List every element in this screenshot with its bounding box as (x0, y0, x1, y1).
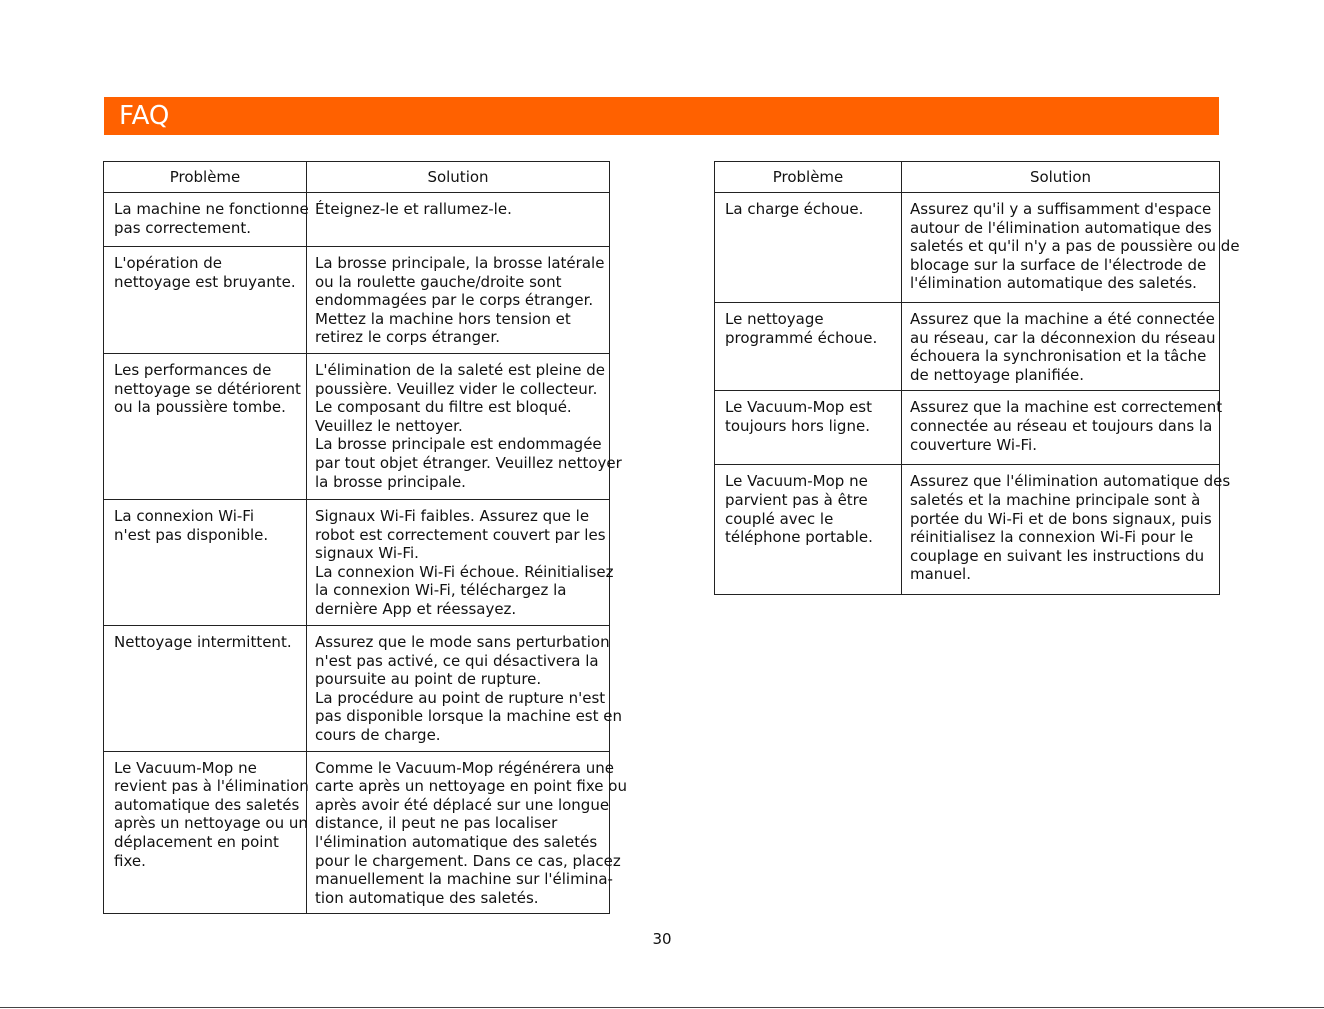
solution-cell (902, 465, 1231, 595)
page-title: FAQ (119, 101, 170, 131)
table-row (715, 193, 1220, 303)
faq-table-right (714, 161, 1240, 595)
cell-text-line: signaux Wi-Fi. (315, 544, 419, 563)
problem-cell (104, 625, 307, 751)
table-row (104, 247, 610, 354)
cell-text-line: Mettez la machine hors tension et (315, 309, 571, 328)
cell-text-line: carte après un nettoyage en point fixe ou (315, 777, 627, 796)
problem-cell (715, 465, 902, 595)
cell-text-line: La connexion Wi-Fi (114, 506, 255, 525)
solution-cell (307, 499, 614, 625)
cell-text-line: déplacement en point (114, 832, 279, 851)
cell-text-line: couplage en suivant les instructions du (910, 546, 1205, 565)
table-row (104, 353, 610, 499)
cell-text-line: parvient pas à être (725, 490, 868, 509)
cell-text-line: ou la poussière tombe. (114, 398, 286, 417)
table-header-row (104, 162, 610, 193)
cell-text-line: l'élimination automatique des saletés. (910, 274, 1197, 293)
solution-cell (307, 353, 622, 499)
cell-text-line: réinitialisez la connexion Wi-Fi pour le (910, 528, 1194, 547)
problem-cell (104, 193, 307, 247)
cell-text-line: cours de charge. (315, 725, 441, 744)
table-row (715, 391, 1220, 465)
cell-text-line: distance, il peut ne pas localiser (315, 814, 558, 833)
cell-text-line: après un nettoyage ou un (114, 814, 308, 833)
cell-text-line: Signaux Wi-Fi faibles. Assurez que le (315, 506, 590, 525)
cell-text-line: Les performances de (114, 360, 272, 379)
cell-text-line: nettoyage se détériorent (114, 379, 301, 398)
cell-text-line: Assurez que l'élimination automatique des (910, 472, 1231, 491)
cell-text-line: fixe. (114, 851, 146, 870)
cell-text-line: pour le chargement. Dans ce cas, placez (315, 851, 621, 870)
cell-text-line: l'élimination automatique des saletés (315, 832, 598, 851)
solution-cell (902, 391, 1223, 465)
cell-text-line: manuellement la machine sur l'élimina- (315, 870, 613, 889)
cell-text-line: Le Vacuum-Mop est (725, 398, 872, 417)
cell-text-line: La procédure au point de rupture n'est (315, 688, 606, 707)
table-row (104, 751, 610, 914)
problem-cell (104, 247, 307, 354)
cell-text-line: ou la roulette gauche/droite sont (315, 272, 562, 291)
cell-text-line: Le composant du filtre est bloqué. (315, 398, 572, 417)
column-header-solution: Solution (307, 162, 610, 193)
faq-header-banner (104, 97, 1219, 135)
column-header-problem: Problème (104, 162, 307, 193)
table-header-row (715, 162, 1220, 193)
cell-text-line: La machine ne fonctionne (114, 200, 309, 218)
cell-text-line: Veuillez le nettoyer. (315, 416, 463, 435)
solution-cell (902, 193, 1240, 303)
cell-text-line: poursuite au point de rupture. (315, 670, 542, 689)
cell-text-line: au réseau, car la déconnexion du réseau (910, 328, 1216, 347)
problem-cell (104, 751, 307, 914)
solution-cell (902, 303, 1220, 391)
solution-cell (307, 247, 610, 354)
cell-text-line: manuel. (910, 565, 971, 584)
problem-cell (715, 391, 902, 465)
solution-cell (307, 625, 622, 751)
column-header-solution: Solution (902, 162, 1220, 193)
cell-text-line: Le Vacuum-Mop ne (725, 472, 868, 491)
cell-text-line: tion automatique des saletés. (315, 888, 539, 907)
page-bottom-divider (0, 1007, 1324, 1008)
cell-text-line: la brosse principale. (315, 472, 466, 491)
cell-text-line: Assurez que le mode sans perturbation (315, 632, 610, 651)
table-row (104, 193, 610, 247)
page-number: 30 (652, 930, 672, 948)
cell-text-line: couplé avec le (725, 509, 834, 528)
cell-text-line: La brosse principale, la brosse latérale (315, 254, 605, 272)
problem-cell (715, 193, 902, 303)
cell-text-line: de nettoyage planifiée. (910, 365, 1085, 384)
table-row (104, 625, 610, 751)
cell-text-line: échouera la synchronisation et la tâche (910, 347, 1207, 366)
cell-text-line: couverture Wi-Fi. (910, 435, 1037, 454)
cell-text-line: portée du Wi-Fi et de bons signaux, puis (910, 509, 1212, 528)
cell-text-line: n'est pas disponible. (114, 525, 269, 544)
cell-text-line: nettoyage est bruyante. (114, 272, 296, 291)
cell-text-line: pas disponible lorsque la machine est en (315, 707, 622, 726)
problem-cell (104, 499, 307, 625)
table-row (715, 465, 1220, 595)
cell-text-line: automatique des saletés (114, 795, 300, 814)
problem-cell (715, 303, 902, 391)
cell-text-line: saletés et qu'il n'y a pas de poussière ou de (910, 237, 1240, 256)
cell-text-line: Assurez qu'il y a suffisamment d'espace (910, 200, 1212, 218)
cell-text-line: saletés et la machine principale sont à (910, 490, 1201, 509)
cell-text-line: L'opération de (114, 254, 223, 272)
cell-text-line: La charge échoue. (725, 200, 864, 218)
cell-text-line: poussière. Veuillez vider le collecteur. (315, 379, 598, 398)
cell-text-line: dernière App et réessayez. (315, 599, 517, 618)
cell-text-line: toujours hors ligne. (725, 416, 870, 435)
cell-text-line: après avoir été déplacé sur une longue (315, 795, 610, 814)
cell-text-line: Nettoyage intermittent. (114, 632, 292, 651)
problem-cell (104, 353, 307, 499)
cell-text-line: Le Vacuum-Mop ne (114, 758, 257, 777)
cell-text-line: n'est pas activé, ce qui désactivera la (315, 651, 599, 670)
table-row (715, 303, 1220, 391)
cell-text-line: Assurez que la machine a été connectée (910, 310, 1215, 328)
cell-text-line: autour de l'élimination automatique des (910, 218, 1212, 237)
cell-text-line: pas correctement. (114, 218, 252, 237)
cell-text-line: Assurez que la machine est correctement (910, 398, 1223, 417)
column-header-problem: Problème (715, 162, 902, 193)
cell-text-line: blocage sur la surface de l'électrode de (910, 255, 1207, 274)
cell-text-line: L'élimination de la saleté est pleine de (315, 360, 605, 379)
cell-text-line: téléphone portable. (725, 528, 873, 547)
cell-text-line: programmé échoue. (725, 328, 878, 347)
cell-text-line: Comme le Vacuum-Mop régénérera une (315, 758, 615, 777)
table-row (104, 499, 610, 625)
cell-text-line: connectée au réseau et toujours dans la (910, 416, 1213, 435)
cell-text-line: La connexion Wi-Fi échoue. Réinitialisez (315, 562, 614, 581)
cell-text-line: retirez le corps étranger. (315, 328, 500, 347)
solution-cell (307, 193, 610, 247)
solution-cell (307, 751, 627, 914)
cell-text-line: La brosse principale est endommagée (315, 435, 602, 454)
cell-text-line: robot est correctement couvert par les (315, 525, 606, 544)
cell-text-line: revient pas à l'élimination (114, 777, 309, 796)
cell-text-line: Éteignez-le et rallumez-le. (315, 200, 512, 218)
cell-text-line: endommagées par le corps étranger. (315, 291, 594, 310)
cell-text-line: Le nettoyage (725, 310, 824, 328)
faq-table-left (103, 161, 627, 914)
cell-text-line: la connexion Wi-Fi, téléchargez la (315, 581, 567, 600)
cell-text-line: par tout objet étranger. Veuillez nettoyer (315, 453, 622, 472)
